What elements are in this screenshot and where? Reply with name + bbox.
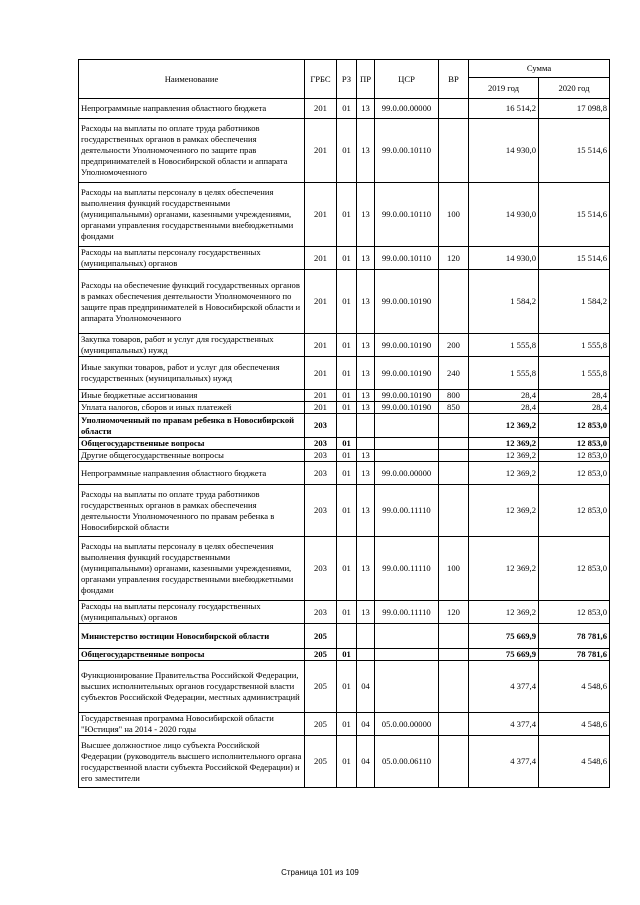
table-row [79,713,610,736]
row-name: Расходы на выплаты персоналу государственных (муниципальных) органов [79,247,305,270]
row-pr [357,414,375,438]
row-rz: 01 [337,450,357,462]
row-vr [439,119,469,183]
row-sum-2020: 1 555,8 [539,357,610,390]
table-row [79,390,610,402]
row-vr [439,649,469,661]
row-csr: 99.0.00.11110 [375,601,439,624]
row-pr [357,624,375,649]
row-name: Расходы на обеспечение функций государственных органов в рамках обеспечения деятельности Уполномоченного по защите прав предпринимателей в Новосибирской области и аппарата Уполномоченного [79,270,305,334]
header-csr: ЦСР [375,60,439,99]
row-csr: 99.0.00.00000 [375,99,439,119]
row-sum-2019: 12 369,2 [469,537,539,601]
row-sum-2019: 75 669,9 [469,649,539,661]
header-year-2019: 2019 год [469,78,539,99]
row-csr: 99.0.00.10110 [375,183,439,247]
row-grbs: 205 [305,736,337,788]
table-row [79,736,610,788]
row-rz: 01 [337,247,357,270]
table-row [79,438,610,450]
row-vr: 100 [439,183,469,247]
table-row [79,485,610,537]
row-pr [357,649,375,661]
row-csr [375,661,439,713]
row-name: Общегосударственные вопросы [79,438,305,450]
row-rz: 01 [337,661,357,713]
table-row [79,601,610,624]
row-grbs: 201 [305,183,337,247]
row-sum-2020: 4 548,6 [539,661,610,713]
row-grbs: 203 [305,414,337,438]
row-csr: 05.0.00.00000 [375,713,439,736]
row-grbs: 201 [305,334,337,357]
row-pr: 13 [357,537,375,601]
row-sum-2020: 12 853,0 [539,450,610,462]
row-rz: 01 [337,485,357,537]
row-rz: 01 [337,537,357,601]
row-vr: 120 [439,601,469,624]
row-sum-2019: 12 369,2 [469,450,539,462]
row-grbs: 203 [305,485,337,537]
row-csr [375,450,439,462]
row-pr: 13 [357,334,375,357]
row-rz: 01 [337,270,357,334]
row-sum-2019: 4 377,4 [469,713,539,736]
row-rz: 01 [337,649,357,661]
row-grbs: 203 [305,537,337,601]
row-sum-2020: 15 514,6 [539,247,610,270]
row-pr: 13 [357,183,375,247]
header-pr: ПР [357,60,375,99]
row-rz: 01 [337,334,357,357]
row-sum-2019: 1 584,2 [469,270,539,334]
table-row [79,414,610,438]
row-sum-2020: 78 781,6 [539,624,610,649]
header-name: Наименование [79,60,305,99]
row-name: Закупка товаров, работ и услуг для государственных (муниципальных) нужд [79,334,305,357]
row-sum-2019: 28,4 [469,390,539,402]
table-row [79,462,610,485]
row-sum-2019: 75 669,9 [469,624,539,649]
row-rz: 01 [337,601,357,624]
row-sum-2019: 4 377,4 [469,661,539,713]
row-csr: 99.0.00.10110 [375,119,439,183]
header-grbs: ГРБС [305,60,337,99]
row-name: Расходы на выплаты персоналу государственных (муниципальных) органов [79,601,305,624]
table-row [79,537,610,601]
row-sum-2019: 12 369,2 [469,601,539,624]
table-row [79,183,610,247]
row-rz [337,414,357,438]
row-vr [439,713,469,736]
row-sum-2019: 12 369,2 [469,438,539,450]
row-sum-2020: 4 548,6 [539,713,610,736]
row-rz: 01 [337,119,357,183]
row-name: Непрограммные направления областного бюджета [79,462,305,485]
row-name: Уполномоченный по правам ребенка в Новосибирской области [79,414,305,438]
row-rz: 01 [337,402,357,414]
row-name: Государственная программа Новосибирской области "Юстиция" на 2014 - 2020 годы [79,713,305,736]
row-name: Расходы на выплаты персоналу в целях обеспечения выполнения функций государственными (муниципальными) органами, казенными учреждениями, органами управления государственными внебюджетными фондами [79,537,305,601]
row-vr [439,462,469,485]
row-sum-2019: 14 930,0 [469,183,539,247]
row-csr: 99.0.00.10190 [375,357,439,390]
row-name: Расходы на выплаты по оплате труда работников государственных органов в рамках обеспечения деятельности Уполномоченного по правам ребенка в Новосибирской области [79,485,305,537]
row-rz: 01 [337,713,357,736]
row-pr: 13 [357,601,375,624]
page-footer: Страница 101 из 109 [281,868,359,877]
row-csr: 99.0.00.10190 [375,270,439,334]
table-row [79,357,610,390]
row-pr: 13 [357,450,375,462]
row-grbs: 205 [305,624,337,649]
budget-table [78,59,610,788]
row-rz: 01 [337,99,357,119]
row-csr [375,624,439,649]
row-sum-2020: 12 853,0 [539,601,610,624]
row-sum-2019: 16 514,2 [469,99,539,119]
row-sum-2019: 12 369,2 [469,485,539,537]
row-grbs: 203 [305,462,337,485]
row-vr [439,438,469,450]
row-sum-2019: 28,4 [469,402,539,414]
row-pr: 13 [357,390,375,402]
row-grbs: 201 [305,357,337,390]
row-grbs: 203 [305,438,337,450]
row-vr [439,736,469,788]
row-pr: 13 [357,119,375,183]
row-sum-2020: 4 548,6 [539,736,610,788]
row-sum-2020: 28,4 [539,390,610,402]
row-name: Непрограммные направления областного бюджета [79,99,305,119]
row-pr: 04 [357,661,375,713]
row-name: Иные бюджетные ассигнования [79,390,305,402]
row-name: Функционирование Правительства Российской Федерации, высших исполнительных органов государственной власти субъектов Российской Федерации, местных администраций [79,661,305,713]
row-csr: 99.0.00.10190 [375,334,439,357]
row-rz [337,624,357,649]
row-sum-2020: 12 853,0 [539,462,610,485]
table-row [79,334,610,357]
table-row [79,649,610,661]
row-vr [439,624,469,649]
row-name: Высшее должностное лицо субъекта Российской Федерации (руководитель высшего исполнительного органа государственной власти субъекта Российской Федерации) и его заместители [79,736,305,788]
row-pr: 13 [357,357,375,390]
row-name: Уплата налогов, сборов и иных платежей [79,402,305,414]
row-vr: 800 [439,390,469,402]
row-name: Иные закупки товаров, работ и услуг для обеспечения государственных (муниципальных) нужд [79,357,305,390]
row-sum-2020: 1 584,2 [539,270,610,334]
row-sum-2019: 14 930,0 [469,247,539,270]
row-sum-2019: 14 930,0 [469,119,539,183]
table-row [79,247,610,270]
row-grbs: 205 [305,649,337,661]
row-vr: 200 [439,334,469,357]
row-csr: 99.0.00.00000 [375,462,439,485]
row-vr: 850 [439,402,469,414]
table-row [79,119,610,183]
row-vr [439,414,469,438]
header-year-2020: 2020 год [539,78,610,99]
row-rz: 01 [337,357,357,390]
row-grbs: 201 [305,247,337,270]
header-rz: РЗ [337,60,357,99]
row-grbs: 205 [305,713,337,736]
row-rz: 01 [337,736,357,788]
row-name: Расходы на выплаты персоналу в целях обеспечения выполнения функций государственными (муниципальными) органами, казенными учреждениями, органами управления государственными внебюджетными фондами [79,183,305,247]
row-sum-2020: 28,4 [539,402,610,414]
row-csr [375,414,439,438]
row-rz: 01 [337,438,357,450]
row-sum-2020: 15 514,6 [539,119,610,183]
table-row [79,661,610,713]
row-sum-2019: 12 369,2 [469,414,539,438]
table-row [79,270,610,334]
row-name: Министерство юстиции Новосибирской области [79,624,305,649]
row-csr [375,649,439,661]
row-grbs: 203 [305,450,337,462]
row-rz: 01 [337,462,357,485]
row-rz: 01 [337,183,357,247]
row-csr: 99.0.00.10110 [375,247,439,270]
table-body [79,99,610,788]
row-csr: 99.0.00.11110 [375,537,439,601]
table-row [79,624,610,649]
row-csr [375,438,439,450]
table-row [79,450,610,462]
row-sum-2019: 1 555,8 [469,357,539,390]
table-row [79,402,610,414]
row-csr: 99.0.00.10190 [375,402,439,414]
row-vr [439,270,469,334]
row-grbs: 201 [305,390,337,402]
row-rz: 01 [337,390,357,402]
row-pr: 13 [357,99,375,119]
row-csr: 05.0.00.06110 [375,736,439,788]
row-sum-2020: 15 514,6 [539,183,610,247]
row-vr [439,485,469,537]
row-grbs: 201 [305,119,337,183]
row-vr: 240 [439,357,469,390]
row-sum-2020: 12 853,0 [539,438,610,450]
row-sum-2020: 78 781,6 [539,649,610,661]
row-name: Другие общегосударственные вопросы [79,450,305,462]
row-pr: 04 [357,713,375,736]
row-vr: 100 [439,537,469,601]
row-name: Общегосударственные вопросы [79,649,305,661]
row-grbs: 201 [305,270,337,334]
row-sum-2020: 12 853,0 [539,485,610,537]
row-csr: 99.0.00.11110 [375,485,439,537]
row-pr: 13 [357,485,375,537]
row-pr [357,438,375,450]
row-grbs: 201 [305,402,337,414]
row-pr: 13 [357,402,375,414]
row-sum-2020: 12 853,0 [539,537,610,601]
row-sum-2019: 12 369,2 [469,462,539,485]
row-pr: 13 [357,247,375,270]
row-vr: 120 [439,247,469,270]
row-csr: 99.0.00.10190 [375,390,439,402]
row-grbs: 201 [305,99,337,119]
row-pr: 13 [357,462,375,485]
header-vr: ВР [439,60,469,99]
row-sum-2020: 17 098,8 [539,99,610,119]
row-vr [439,450,469,462]
header-sum: Сумма [469,60,610,78]
row-sum-2020: 1 555,8 [539,334,610,357]
row-grbs: 203 [305,601,337,624]
table-row [79,99,610,119]
row-sum-2019: 4 377,4 [469,736,539,788]
row-vr [439,661,469,713]
row-sum-2020: 12 853,0 [539,414,610,438]
row-name: Расходы на выплаты по оплате труда работников государственных органов в рамках обеспечения деятельности Уполномоченного по защите прав предпринимателей в Новосибирской области и аппарата Уполномоченного [79,119,305,183]
row-pr: 13 [357,270,375,334]
row-sum-2019: 1 555,8 [469,334,539,357]
row-pr: 04 [357,736,375,788]
row-vr [439,99,469,119]
row-grbs: 205 [305,661,337,713]
